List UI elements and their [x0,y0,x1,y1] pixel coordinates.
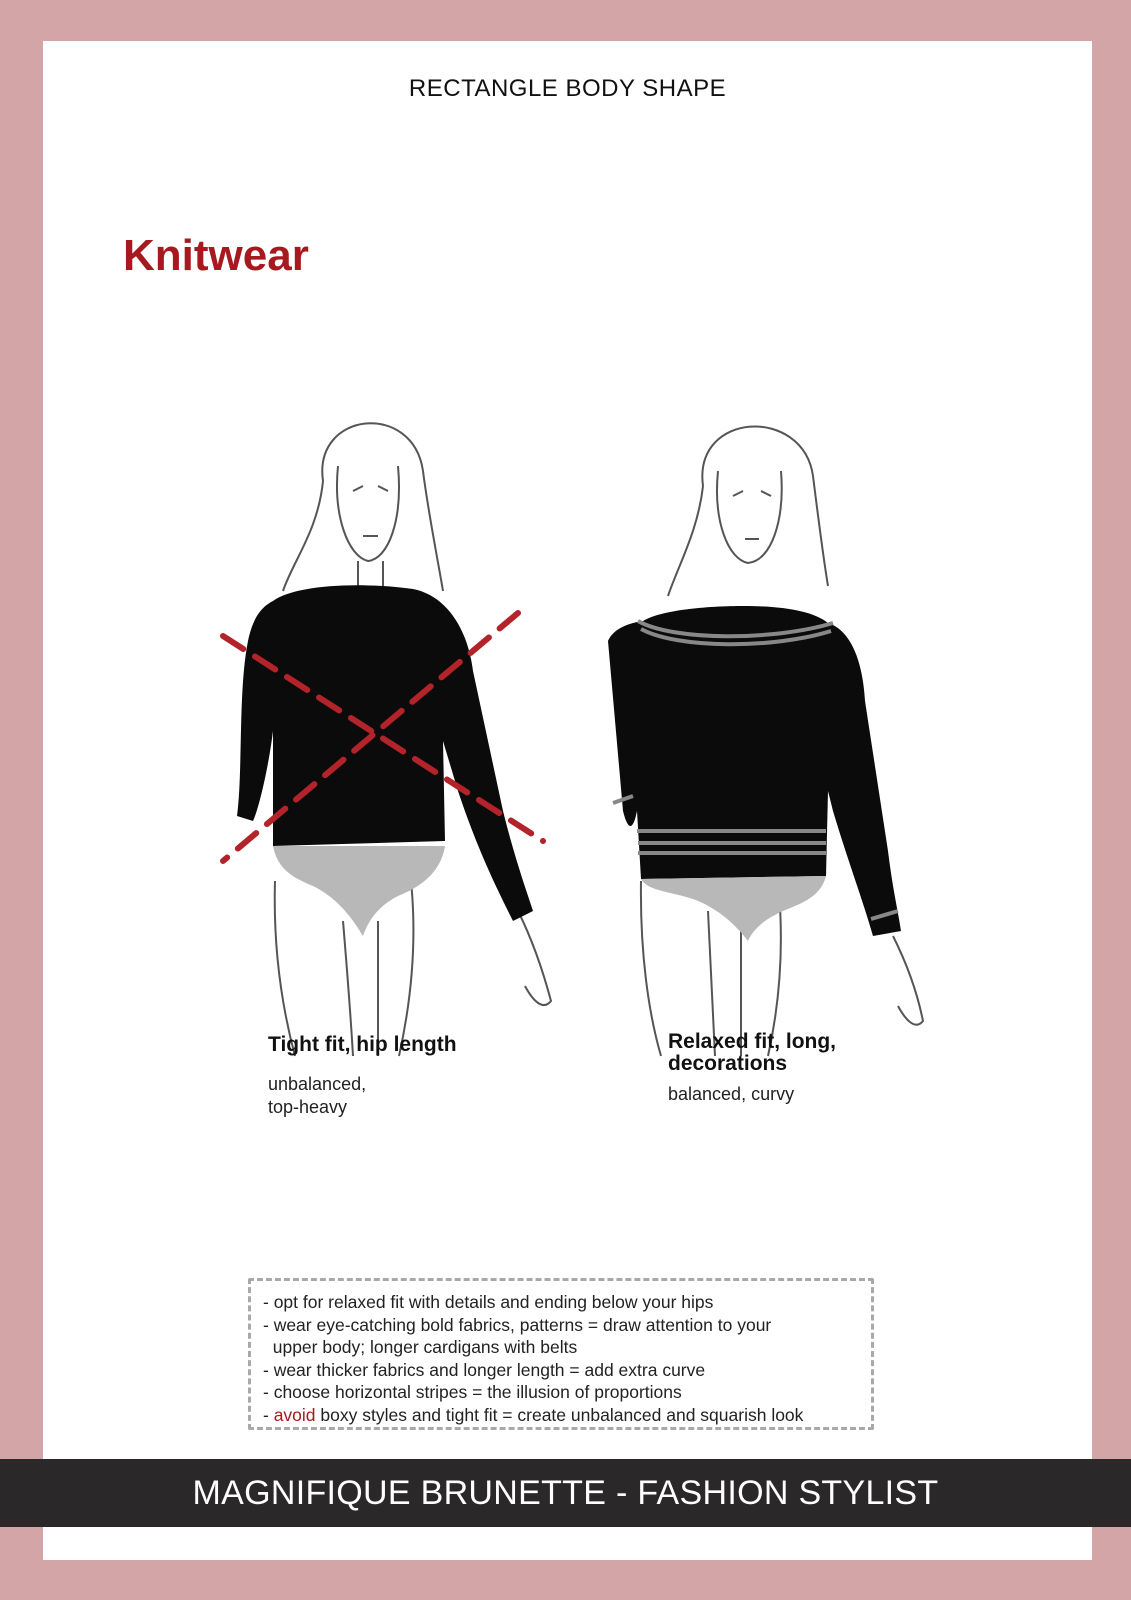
footer-banner: MAGNIFIQUE BRUNETTE - FASHION STYLIST [0,1459,1131,1527]
caption-title-left: Tight fit, hip length [268,1033,457,1056]
caption-title-right-1: Relaxed fit, long, [668,1030,837,1053]
avoid-highlight: avoid [273,1404,316,1425]
tip-line: upper body; longer cardigans with belts [263,1337,578,1357]
section-title: Knitwear [123,231,309,280]
figure-relaxed-fit [593,391,993,1071]
tip-rest: boxy styles and tight fit = create unbalanced and squarish look [315,1404,804,1425]
figure-tight-fit [173,391,573,1071]
tip-line: - choose horizontal stripes = the illusion of proportions [263,1382,682,1402]
tip-prefix: - [263,1404,274,1425]
tip-line: - wear eye-catching bold fabrics, patterns = draw attention to your [263,1314,772,1335]
page-header-title: RECTANGLE BODY SHAPE [408,75,727,102]
caption-sub-right: balanced, curvy [668,1084,795,1104]
caption-sub-left-2: top-heavy [268,1097,348,1117]
tip-line-avoid [263,1404,859,1427]
page-sheet [43,41,1092,1560]
tip-line: - opt for relaxed fit with details and ending below your hips [263,1292,714,1312]
caption-title-right-2: decorations [668,1052,788,1075]
caption-sub-left-1: unbalanced, [268,1074,367,1094]
tips-box [248,1278,874,1430]
tip-line: - wear thicker fabrics and longer length = add extra curve [263,1359,706,1380]
